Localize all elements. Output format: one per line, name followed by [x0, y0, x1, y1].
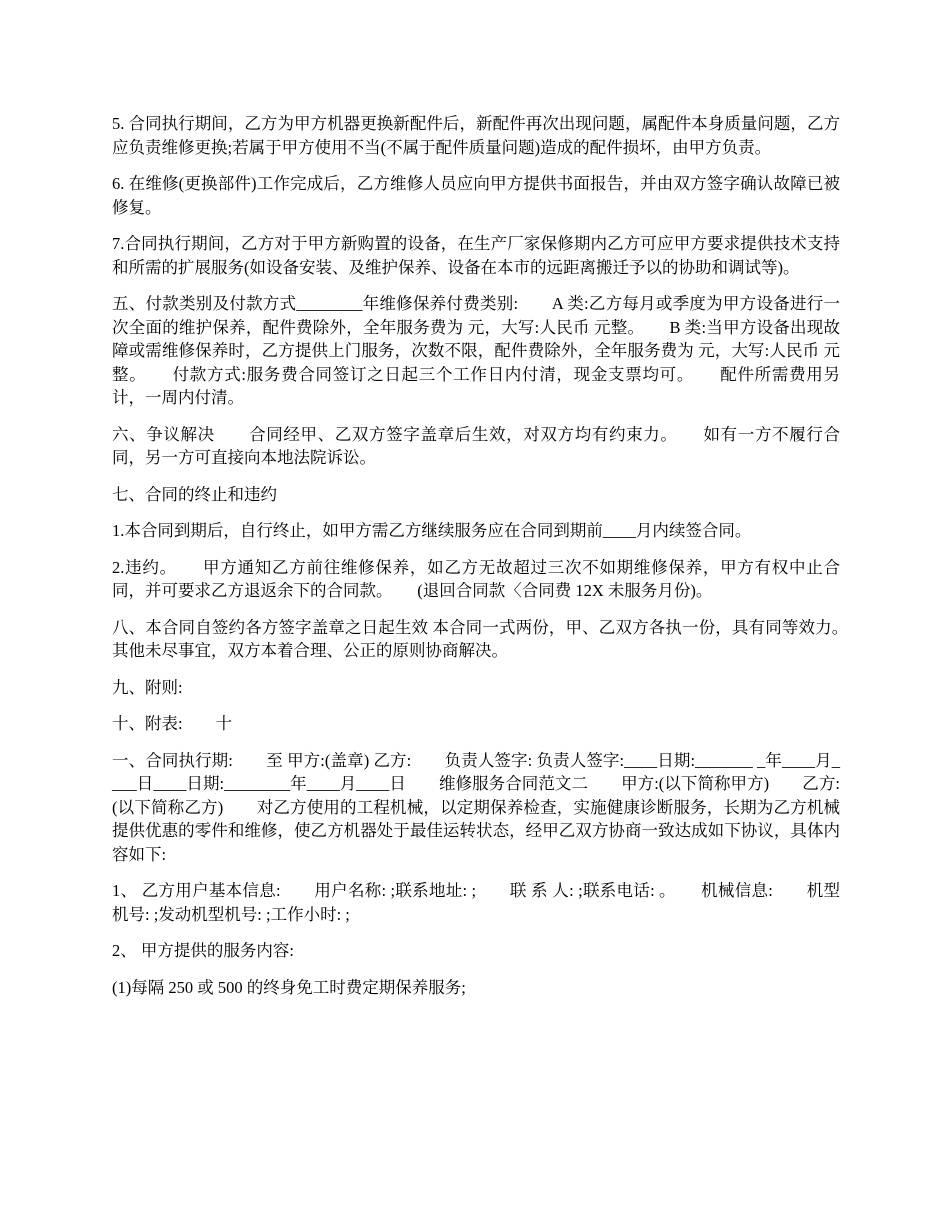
paragraph-payment-terms: 五、付款类别及付款方式________年维修保养付费类别: A 类:乙方每月或季度为甲方设备进行一次全面的维护保养，配件费除外，全年服务费为 元，大写:人民币 元整。 B 类:当甲方设备出现故障或需维修保养时，乙方提供上门服务，次数不限，配件费除外，全年服务费为 元，大写:人民币 元整。 付款方式:服务费合同签订之日起三个工作日内付清，现金支票均可。 配件所需费用另计，一周内付清。 [112, 294, 840, 407]
heading-supplementary: 九、附则: [112, 677, 183, 697]
paragraph-effectiveness: 八、本合同自签约各方签字盖章之日起生效 本合同一式两份，甲、乙双方各执一份，具有同等效力。 其他未尽事宜，双方本着合理、公正的原则协商解决。 [112, 617, 873, 660]
paragraph-service-item-1: (1)每隔 250 或 500 的终身免工时费定期保养服务; [112, 977, 466, 997]
paragraph-dispute-resolution: 六、争议解决 合同经甲、乙双方签字盖章后生效，对双方均有约束力。 如有一方不履行合同，另一方可直接向本地法院诉讼。 [112, 424, 840, 467]
paragraph-breach-2: 2.违约。 甲方通知乙方前往维修保养，如乙方无故超过三次不如期维修保养，甲方有权中止合同，并可要求乙方退返余下的合同款。 (退回合同款〈合同费 12X 未服务月份)。 [112, 557, 840, 600]
document-body [112, 112, 873, 1012]
paragraph-contract-period: 一、合同执行期: 至 甲方:(盖章) 乙方: 负责人签字: 负责人签字:____日期:_______ _年____月____日____日期:________年____月____日 维修服务合同范文二 甲方:(以下简称甲方) 乙方: (以下简称乙方) 对乙方使用的工程机械，以定期保养检查，实施健康诊断服务，长期为乙方机械提供优惠的零件和维修，使乙方机器处于最佳运转状态，经甲乙双方协商一致达成如下协议，具体内容如下: [112, 750, 845, 864]
paragraph-user-info: 1、 乙方用户基本信息: 用户名称: ;联系地址: ; 联 系 人: ;联系电话: 。 机械信息: 机型机号: ;发动机型机号: ;工作小时: ; [112, 881, 840, 924]
paragraph-clause-7: 7.合同执行期间，乙方对于甲方新购置的设备，在生产厂家保修期内乙方可应甲方要求提供技术支持和所需的扩展服务(如设备安装、及维护保养、设备在本市的远距离搬迁予以的协助和调试等)。 [112, 234, 840, 277]
paragraph-clause-6: 6. 在维修(更换部件)工作完成后，乙方维修人员应向甲方提供书面报告，并由双方签字确认故障已被修复。 [112, 174, 840, 217]
heading-service-content: 2、 甲方提供的服务内容: [112, 941, 294, 960]
heading-termination: 七、合同的终止和违约 [112, 484, 277, 504]
paragraph-clause-5: 5. 合同执行期间，乙方为甲方机器更换新配件后，新配件再次出现问题，属配件本身质量问题，乙方应负责维修更换;若属于甲方使用不当(不属于配件质量问题)造成的配件损坏，由甲方负责。 [112, 114, 840, 157]
heading-attachments: 十、附表: 十 [112, 714, 233, 733]
paragraph-termination-1: 1.本合同到期后，自行终止，如甲方需乙方继续服务应在合同到期前____月内续签合同。 [112, 521, 752, 540]
